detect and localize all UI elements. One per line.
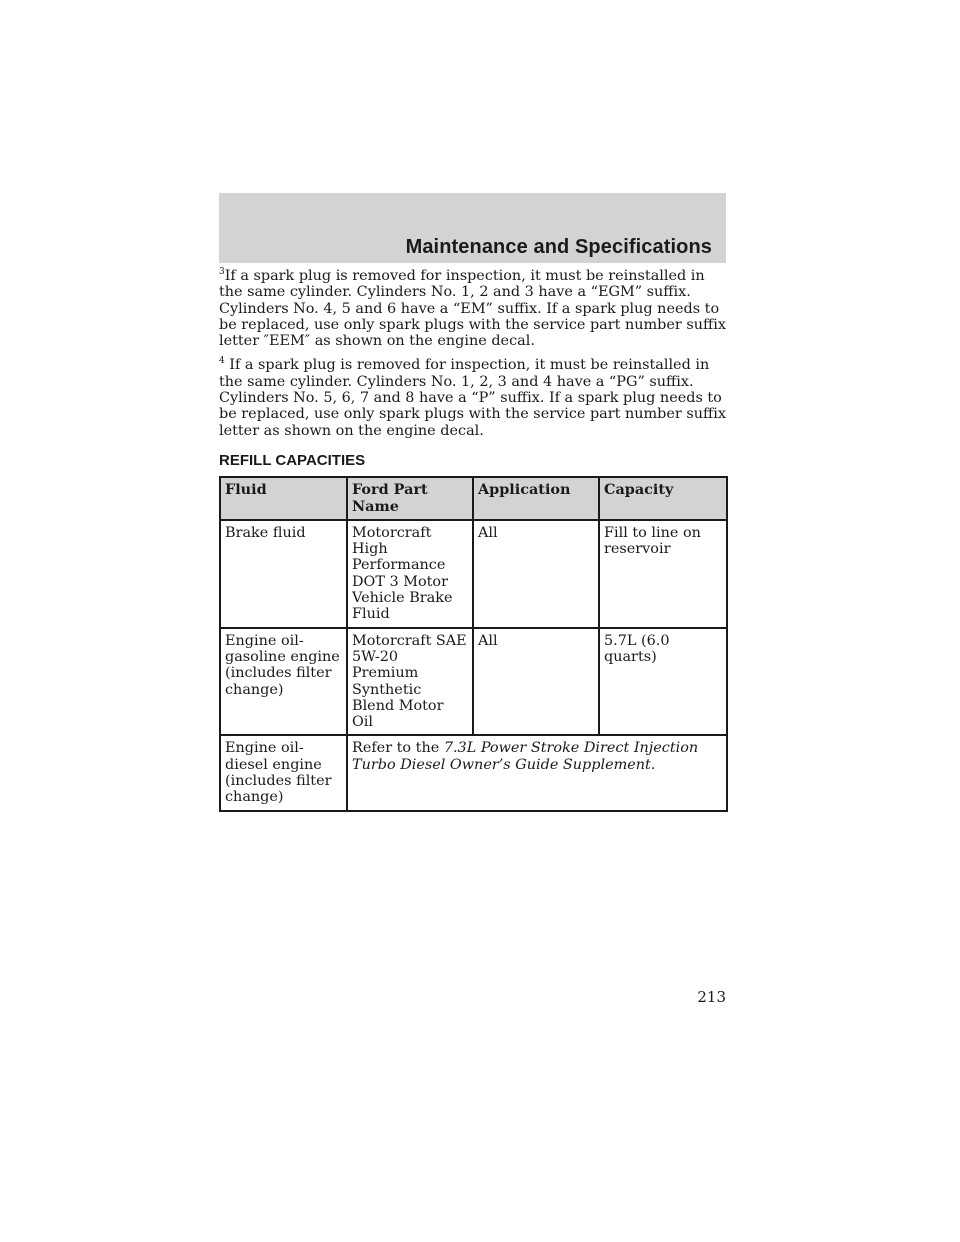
table-cell: Engine oil-gasoline engine (includes filter change) [220,628,347,736]
table-cell: Engine oil-diesel engine (includes filter change) [220,735,347,810]
table-row [220,735,727,810]
table-cell: Motorcraft SAE 5W-20 Premium Synthetic Blend Motor Oil [347,628,473,736]
table-cell: Brake fluid [220,520,347,628]
page-number: 213 [697,988,726,1006]
column-header-part-name: Ford Part Name [347,477,473,520]
table-cell: All [473,628,599,736]
footnote-3 [219,268,726,349]
column-header-application: Application [473,477,599,520]
page-content [219,268,726,812]
reference-prefix: Refer to the [352,740,444,757]
footnote-text: If a spark plug is removed for inspection, it must be reinstalled in the same cylinder. Cylinders No. 1, 2 and 3 have a “EGM” suffix. Cylinders No. 4, 5 and 6 have a “EM” suffix. If a spark plug needs to be replaced, use only spark plugs with the service part number suffix letter ″EEM″ as shown on the engine decal. [219,268,726,350]
refill-capacities-table [219,476,728,811]
footnote-4 [219,357,726,438]
footnote-marker: 4 [219,356,225,367]
section-heading: REFILL CAPACITIES [219,451,366,469]
table-row [220,628,727,736]
table-cell: Motorcraft High Performance DOT 3 Motor Vehicle Brake Fluid [347,520,473,628]
table-header-row [220,477,727,520]
column-header-fluid: Fluid [220,477,347,520]
reference-title: 7.3L Power Stroke Direct Injection Turbo Diesel Owner’s Guide Supplement. [352,740,699,773]
page-title: Maintenance and Specifications [405,236,712,258]
table-row [220,520,727,628]
footnote-text: If a spark plug is removed for inspection, it must be reinstalled in the same cylinder. Cylinders No. 1, 2, 3 and 4 have a “PG” suffix. Cylinders No. 5, 6, 7 and 8 have a “P” suffix. If a spark plug needs to be replaced, use only spark plugs with the service part number suffix letter as shown on the engine decal. [219,357,726,439]
header-band [219,193,726,263]
column-header-capacity: Capacity [599,477,727,520]
footnote-marker: 3 [219,267,225,277]
table-cell-reference [347,735,727,810]
table-cell: 5.7L (6.0 quarts) [599,628,727,736]
table-cell: Fill to line on reservoir [599,520,727,628]
table-cell: All [473,520,599,628]
